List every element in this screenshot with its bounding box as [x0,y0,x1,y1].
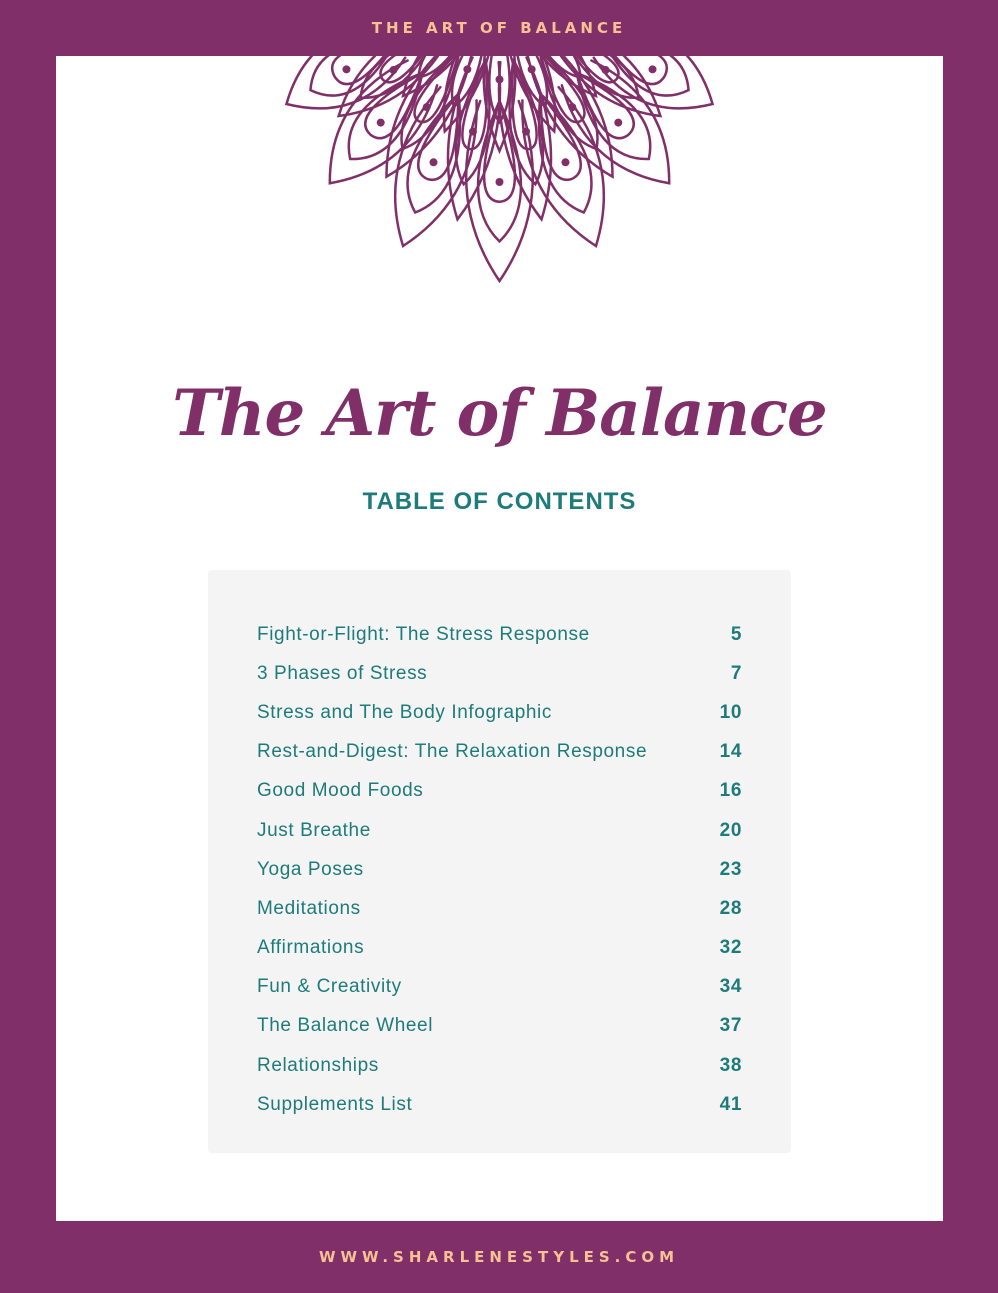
toc-list [257,615,742,1124]
toc-item-title: Affirmations [257,937,365,959]
toc-item-title: Good Mood Foods [257,780,424,802]
toc-heading: TABLE OF CONTENTS [362,488,637,515]
header-banner: THE ART OF BALANCE [371,19,627,37]
toc-item-page: 10 [719,701,742,723]
toc-item-title: 3 Phases of Stress [257,662,428,684]
toc-item-title: Meditations [257,897,361,919]
toc-item-page: 20 [719,819,742,841]
toc-item[interactable] [257,850,742,889]
toc-item-title: Just Breathe [257,819,371,841]
toc-item-title: Stress and The Body Infographic [257,701,552,723]
toc-item-page: 28 [719,897,742,919]
toc-item[interactable] [257,889,742,928]
toc-item[interactable] [257,1007,742,1046]
toc-item-title: Relationships [257,1054,379,1076]
toc-item-title: Yoga Poses [257,858,364,880]
toc-item-page: 34 [719,976,742,998]
toc-item-page: 37 [719,1015,742,1037]
toc-item-page: 32 [719,937,742,959]
toc-item-title: Fight-or-Flight: The Stress Response [257,623,590,645]
toc-item-page: 7 [730,662,742,684]
page-sheet [56,56,943,1221]
toc-item[interactable] [257,929,742,968]
toc-item[interactable] [257,654,742,693]
toc-item-title: Rest-and-Digest: The Relaxation Response [257,741,648,763]
toc-item-page: 23 [719,858,742,880]
toc-item[interactable] [257,968,742,1007]
toc-item-page: 41 [719,1093,742,1115]
toc-panel [208,570,791,1153]
toc-item[interactable] [257,811,742,850]
footer-website: WWW.SHARLENESTYLES.COM [318,1248,680,1266]
page-title: The Art of Balance [172,376,827,451]
mandala-illustration [156,56,843,376]
toc-item-title: Fun & Creativity [257,976,402,998]
toc-item-title: The Balance Wheel [257,1015,434,1037]
toc-item[interactable] [257,615,742,654]
toc-item-page: 38 [719,1054,742,1076]
toc-item[interactable] [257,693,742,732]
toc-item[interactable] [257,772,742,811]
toc-item[interactable] [257,1085,742,1124]
toc-item-page: 16 [719,780,742,802]
toc-item-page: 14 [719,741,742,763]
toc-item-title: Supplements List [257,1093,413,1115]
toc-item[interactable] [257,733,742,772]
toc-item-page: 5 [730,623,742,645]
toc-item[interactable] [257,1046,742,1085]
